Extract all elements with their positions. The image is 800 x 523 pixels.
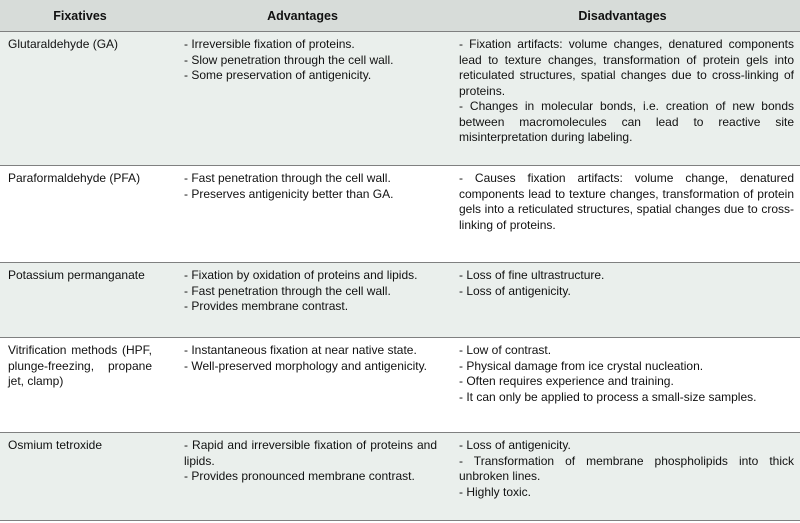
advantage-item: - Fixation by oxidation of proteins and lipids. xyxy=(184,268,418,282)
disadvantage-item: - Highly toxic. xyxy=(459,484,532,499)
disadvantage-item: - Changes in molecular bonds, i.e. creation of new bonds between macromolecules can lead to reactive site misinterpretation during labeling. xyxy=(459,99,794,144)
table-row xyxy=(0,433,800,521)
header-advantages: Advantages xyxy=(160,0,445,32)
fixative-name: Paraformaldehyde (PFA) xyxy=(0,166,160,263)
disadvantages-cell xyxy=(445,166,800,263)
advantage-item: - Fast penetration through the cell wall. xyxy=(184,283,391,298)
advantage-item: - Instantaneous fixation at near native state. xyxy=(184,343,417,357)
advantage-item: - Slow penetration through the cell wall. xyxy=(184,52,394,67)
fixative-name: Osmium tetroxide xyxy=(0,433,160,521)
advantages-cell xyxy=(160,338,445,433)
fixative-name: Potassium permanganate xyxy=(0,263,160,338)
advantage-item: - Rapid and irreversible fixation of proteins and lipids. xyxy=(184,438,437,468)
disadvantage-item: - Loss of antigenicity. xyxy=(459,438,571,452)
table-row xyxy=(0,32,800,166)
disadvantage-item: - Often requires experience and training. xyxy=(459,374,674,388)
advantage-item: - Provides membrane contrast. xyxy=(184,299,349,313)
disadvantage-item: - Fixation artifacts: volume changes, denatured components lead to texture changes, transformation of protein gels into reticulated structures, spatial changes due to cross-linking of proteins. xyxy=(459,37,794,98)
advantages-cell xyxy=(160,433,445,521)
header-disadvantages: Disadvantages xyxy=(445,0,800,32)
header-row xyxy=(0,0,800,32)
advantage-item: - Some preservation of antigenicity. xyxy=(184,68,372,82)
advantage-item: - Fast penetration through the cell wall. xyxy=(184,171,391,185)
fixative-name: Glutaraldehyde (GA) xyxy=(0,32,160,166)
disadvantage-item: - It can only be applied to process a small-size samples. xyxy=(459,389,757,404)
advantage-item: - Preserves antigenicity better than GA. xyxy=(184,186,394,201)
disadvantages-cell xyxy=(445,433,800,521)
table-row xyxy=(0,263,800,338)
disadvantage-item: - Physical damage from ice crystal nucleation. xyxy=(459,358,704,373)
advantages-cell xyxy=(160,32,445,166)
table-row xyxy=(0,166,800,263)
advantage-item: - Irreversible fixation of proteins. xyxy=(184,37,355,51)
disadvantage-item: - Low of contrast. xyxy=(459,343,552,357)
header-fixatives: Fixatives xyxy=(0,0,160,32)
disadvantage-item: - Loss of fine ultrastructure. xyxy=(459,268,605,282)
disadvantages-cell xyxy=(445,32,800,166)
disadvantage-item: - Causes fixation artifacts: volume change, denatured components lead to texture changes, transformation of protein gels into a reticulated structures, spatial changes due to cross-linking of proteins. xyxy=(459,171,794,232)
advantages-cell xyxy=(160,166,445,263)
disadvantages-cell xyxy=(445,263,800,338)
disadvantages-cell xyxy=(445,338,800,433)
fixative-name: Vitrification methods (HPF, plunge-freezing, propane jet, clamp) xyxy=(0,338,160,433)
advantages-cell xyxy=(160,263,445,338)
advantage-item: - Provides pronounced membrane contrast. xyxy=(184,469,415,483)
disadvantage-item: - Loss of antigenicity. xyxy=(459,283,571,298)
advantage-item: - Well-preserved morphology and antigenicity. xyxy=(184,358,428,373)
table-row xyxy=(0,338,800,433)
disadvantage-item: - Transformation of membrane phospholipids into thick unbroken lines. xyxy=(459,453,794,483)
